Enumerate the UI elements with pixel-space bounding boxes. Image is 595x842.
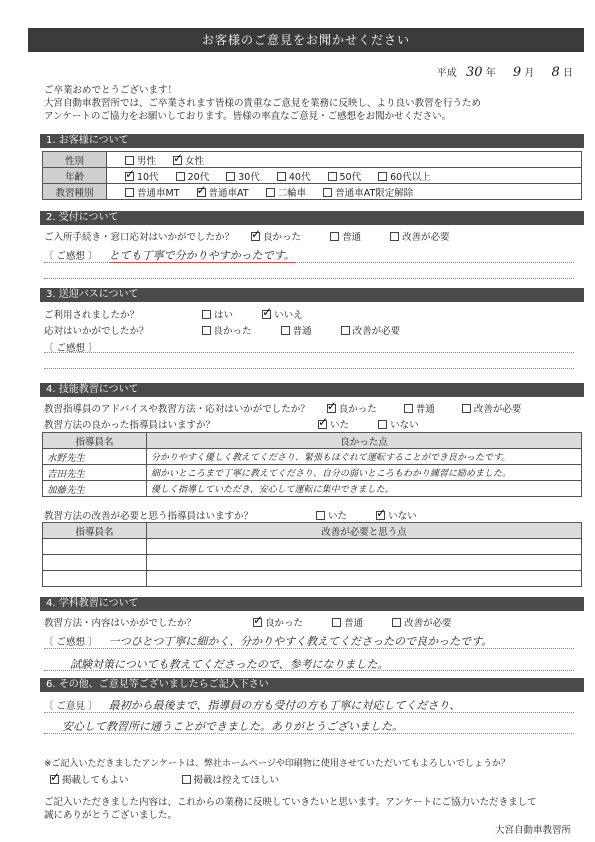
- lecture-comment-line-2[interactable]: 試験対策についても教えてくださったので、参考になりました。: [70, 658, 389, 671]
- intro-line-1: ご卒業おめでとうございます！: [44, 85, 178, 96]
- col-header-improve-point: 改善が必要と思う点: [147, 523, 582, 539]
- age-option-60s[interactable]: 60代以上: [378, 169, 431, 183]
- reception-comment-text[interactable]: とても丁寧で分かりやすかったです。: [108, 249, 295, 262]
- course-type-options: [107, 184, 582, 200]
- divider: [44, 262, 574, 263]
- divider: [44, 712, 574, 713]
- instructor-name[interactable]: 吉田先生: [43, 465, 147, 481]
- skill-bad-option-no[interactable]: ✓ いない: [376, 508, 417, 522]
- checkbox[interactable]: [125, 156, 134, 165]
- comment-label: 〔 ご感想 〕: [44, 251, 98, 262]
- table-row: [43, 465, 582, 481]
- age-option-10s[interactable]: ✓ 10代: [125, 169, 159, 183]
- other-comment-line-2[interactable]: 安心して教習所に通うことができました。ありがとうございました。: [62, 720, 403, 733]
- divider: [44, 368, 574, 369]
- divider: [44, 352, 574, 353]
- course-type-label: 教習種別: [43, 184, 107, 200]
- age-option-20s[interactable]: 20代: [176, 169, 210, 183]
- lecture-comment: [44, 633, 492, 649]
- reception-option-normal[interactable]: 普通: [330, 229, 361, 243]
- type-option-at[interactable]: ✓ 普通車AT: [197, 185, 249, 199]
- checkbox[interactable]: [341, 326, 350, 335]
- checkbox[interactable]: [277, 172, 286, 181]
- instructor-name[interactable]: 水野先生: [43, 449, 147, 465]
- empty-cell[interactable]: [43, 539, 147, 555]
- age-label: 年齢: [43, 168, 107, 184]
- checkbox-checked[interactable]: [262, 310, 271, 319]
- skill-q3-row: [44, 508, 417, 522]
- skill-option-good[interactable]: ✓ 良かった: [327, 401, 377, 415]
- type-option-mt[interactable]: 普通車MT: [125, 185, 180, 199]
- gender-label: 性別: [43, 152, 107, 168]
- lecture-option-normal[interactable]: 普通: [332, 615, 363, 629]
- permission-option-ok[interactable]: ✓掲載してもよい: [50, 775, 129, 786]
- date-month[interactable]: 9: [512, 65, 522, 80]
- comment-label: 〔 ご感想 〕: [44, 637, 98, 648]
- permission-option-no[interactable]: 掲載は控えてほしい: [182, 772, 280, 786]
- age-options: [107, 168, 582, 184]
- checkbox[interactable]: [202, 326, 211, 335]
- instructor-good-point[interactable]: 優しく指導していただき、安心して運転に集中できました。: [147, 481, 582, 497]
- checkbox[interactable]: [125, 188, 134, 197]
- checkbox[interactable]: [182, 775, 191, 784]
- age-option-50s[interactable]: 50代: [328, 169, 362, 183]
- empty-cell[interactable]: [147, 539, 582, 555]
- skill-q1: 教習指導員のアドバイスや教習方法・応対はいかがでしたか？: [44, 404, 310, 415]
- comment-label: 〔 ご意見 〕: [44, 701, 98, 712]
- lecture-comment-line-1[interactable]: 一つひとつ丁寧に細かく、分かりやすく教えてくださったので良かったです。: [108, 635, 493, 648]
- bus-q1-row: [44, 307, 303, 321]
- checkbox-checked[interactable]: [318, 420, 327, 429]
- checkbox-checked[interactable]: [327, 404, 336, 413]
- lecture-question: 教習方法・内容はいかがでしたか？: [44, 618, 197, 629]
- table-row: [43, 555, 582, 571]
- instructor-name[interactable]: 加藤先生: [43, 481, 147, 497]
- date-day[interactable]: 8: [551, 65, 560, 80]
- checkbox-checked[interactable]: [125, 172, 134, 181]
- bus-option-normal[interactable]: 普通: [281, 323, 312, 337]
- empty-cell[interactable]: [147, 571, 582, 587]
- checkbox[interactable]: [323, 188, 332, 197]
- intro-text: [44, 84, 564, 123]
- date-line: [437, 64, 573, 80]
- date-day-unit: 日: [563, 68, 573, 79]
- type-option-motorcycle[interactable]: 二輪車: [266, 185, 307, 199]
- closing-line-1: ご記入いただきました内容は、これからの業務に反映していきたいと思います。アンケートにご協力いただきまして: [44, 797, 537, 808]
- checkbox-checked[interactable]: [376, 511, 385, 520]
- page-title: お客様のご意見をお聞かせください: [28, 28, 584, 52]
- date-era: 平成: [436, 68, 457, 79]
- bus-option-yes[interactable]: はい: [202, 307, 233, 321]
- checkbox[interactable]: [390, 232, 399, 241]
- reception-option-good[interactable]: ✓ 良かった: [251, 229, 301, 243]
- reception-comment: [44, 247, 295, 263]
- bus-q2: 応対はいかがでしたか？: [44, 326, 149, 337]
- divider: [44, 648, 574, 649]
- section-lecture-header: 4. 学科教習について: [40, 597, 584, 611]
- checkbox-checked[interactable]: [197, 188, 206, 197]
- checkbox[interactable]: [378, 172, 387, 181]
- date-month-unit: 月: [524, 68, 535, 79]
- improve-instructor-table: [42, 522, 582, 587]
- lecture-option-good[interactable]: ✓ 良かった: [253, 615, 303, 629]
- col-header-name: 指導員名: [43, 433, 147, 449]
- gender-option-female[interactable]: ✓ 女性: [173, 153, 204, 167]
- intro-line-2: 大宮自動車教習所では、ご卒業されます皆様の貴重なご意見を業務に反映し、より良い教習を行うため: [44, 98, 482, 109]
- empty-cell[interactable]: [147, 555, 582, 571]
- checkbox[interactable]: [328, 172, 337, 181]
- table-row: [43, 449, 582, 465]
- checkbox[interactable]: [330, 232, 339, 241]
- skill-option-improve[interactable]: 改善が必要: [462, 401, 522, 415]
- good-instructor-table: [42, 432, 582, 497]
- bus-q1: ご利用されましたか？: [44, 310, 140, 321]
- section-reception-header: 2. 受付について: [40, 211, 584, 225]
- closing-text: [44, 796, 537, 822]
- bus-option-improve[interactable]: 改善が必要: [341, 323, 401, 337]
- checkbox[interactable]: [281, 326, 290, 335]
- skill-q2: 教習方法の良かった指導員はいますか？: [44, 420, 216, 431]
- section-customer-header: 1. お客様について: [40, 134, 584, 148]
- checkbox-checked[interactable]: [253, 618, 262, 627]
- section-other-header: 6. その他、ご意見等ございましたらご記入下さい: [40, 678, 584, 692]
- closing-line-2: 誠にありがとうございました。: [44, 810, 178, 821]
- checkbox[interactable]: [392, 618, 401, 627]
- customer-table: [42, 151, 582, 200]
- intro-line-3: アンケートのご協力をお願いしております。皆様の率直なご意見・ご感想をお聞かせください。: [44, 111, 452, 122]
- comment-label: 〔 ご感想 〕: [44, 343, 98, 354]
- lecture-question-row: [44, 615, 452, 629]
- checkbox-checked[interactable]: [50, 775, 59, 784]
- divider: [44, 278, 574, 279]
- reception-question-row: [44, 229, 450, 243]
- bus-q2-row: [44, 323, 400, 337]
- skill-bad-option-yes[interactable]: いた: [316, 508, 347, 522]
- organization-name: 大宮自動車教習所: [494, 825, 571, 836]
- checkbox[interactable]: [404, 404, 413, 413]
- checkbox[interactable]: [332, 618, 341, 627]
- checkbox[interactable]: [202, 310, 211, 319]
- divider: [44, 733, 574, 734]
- checkbox[interactable]: [226, 172, 235, 181]
- checkbox-checked[interactable]: [173, 156, 182, 165]
- bus-option-no[interactable]: ✓ いいえ: [262, 307, 303, 321]
- instructor-good-point[interactable]: 分かりやすく優しく教えてくださり、緊張もほぐれて運転することができ良かったです。: [147, 449, 582, 465]
- table-row: [43, 539, 582, 555]
- section-skill-header: 4. 技能教習について: [40, 383, 584, 397]
- bus-option-good[interactable]: 良かった: [202, 323, 252, 337]
- lecture-option-improve[interactable]: 改善が必要: [392, 615, 452, 629]
- skill-q2-row: [44, 417, 419, 431]
- table-row: [43, 481, 582, 497]
- checkbox[interactable]: [266, 188, 275, 197]
- permission-question: ※ご記入いただきましたアンケートは、弊社ホームページや印刷物に使用させていただいてもよろしいでしょうか？: [44, 759, 510, 769]
- col-header-good-point: 良かった点: [147, 433, 582, 449]
- gender-option-male[interactable]: 男性: [125, 153, 156, 167]
- skill-q1-row: [44, 401, 521, 415]
- gender-options: [107, 152, 582, 168]
- checkbox[interactable]: [176, 172, 185, 181]
- skill-q3: 教習方法の改善が必要と思う指導員はいますか？: [44, 511, 254, 522]
- other-comment-line-1[interactable]: 最初から最後まで、指導員の方も受付の方も丁寧に対応してくださり、: [108, 699, 461, 712]
- permission-options: [50, 772, 279, 786]
- divider: [44, 670, 574, 671]
- other-comment: [44, 697, 460, 713]
- checkbox[interactable]: [316, 511, 325, 520]
- type-option-at-limit[interactable]: 普通車AT限定解除: [323, 185, 413, 199]
- instructor-good-point[interactable]: 細かいところまで丁寧に教えてくださり、自分の弱いところもわかり練習に励めました。: [147, 465, 582, 481]
- skill-good-option-no[interactable]: いない: [378, 417, 419, 431]
- checkbox[interactable]: [378, 420, 387, 429]
- reception-question: ご入所手続き・窓口応対はいかがでしたか？: [44, 232, 235, 243]
- checkbox-checked[interactable]: [251, 232, 260, 241]
- checkbox[interactable]: [462, 404, 471, 413]
- date-year[interactable]: 30: [465, 65, 483, 80]
- empty-cell[interactable]: [43, 571, 147, 587]
- section-bus-header: 3. 送迎バスについて: [40, 288, 584, 302]
- age-option-40s[interactable]: 40代: [277, 169, 311, 183]
- col-header-name: 指導員名: [43, 523, 147, 539]
- skill-good-option-yes[interactable]: ✓ いた: [318, 417, 349, 431]
- reception-option-improve[interactable]: 改善が必要: [390, 229, 450, 243]
- table-row: [43, 571, 582, 587]
- date-year-unit: 年: [485, 68, 496, 79]
- skill-option-normal[interactable]: 普通: [404, 401, 435, 415]
- age-option-30s[interactable]: 30代: [226, 169, 260, 183]
- empty-cell[interactable]: [43, 555, 147, 571]
